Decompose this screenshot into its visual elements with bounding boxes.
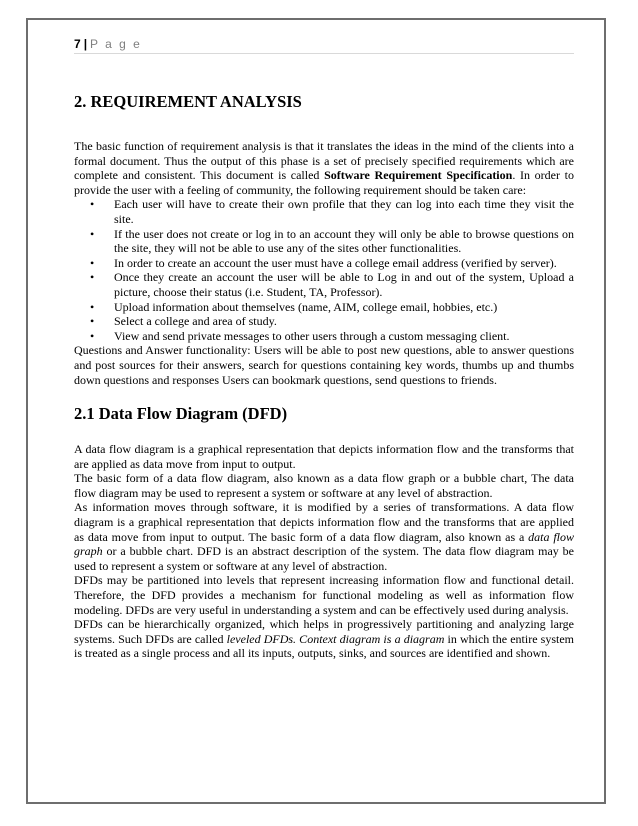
- qa-functionality-paragraph: Questions and Answer functionality: Users will be able to post new questions, able to answer questions and post sources for their answers, search for questions containing key words, thumbs up and thumbs down questions and responses Users can bookmark questions, send questions to friends.: [74, 343, 574, 387]
- dfd-paragraph-4: DFDs may be partitioned into levels that represent increasing information flow and functional detail. Therefore, the DFD provides a mechanism for functional modeling as well as information flow modeling. DFDs are very useful in understanding a system and can be effectively used during analysis.: [74, 573, 574, 617]
- header-separator: |: [83, 37, 88, 51]
- intro-paragraph: The basic function of requirement analysis is that it translates the ideas in the mind of the clients into a formal document. Thus the output of this phase is a set of precisely specified requirements which are complete and consistent. This document is called Software Requirement Specification. In order to provide the user with a feeling of community, the following requirement should be taken care:: [74, 139, 574, 197]
- leveled-dfds-term: leveled DFDs. Context diagram is a diagram: [226, 631, 445, 646]
- list-item: • Upload information about themselves (name, AIM, college email, hobbies, etc.): [114, 300, 574, 315]
- page-number: 7: [74, 37, 81, 51]
- page-label: P a g e: [90, 37, 142, 51]
- dfd-paragraph-3: As information moves through software, it is modified by a series of transformations. A data flow diagram is a graphical representation that depicts information flow and the transforms that are applied as data move from input to output. The basic form of a data flow diagram, also known as a data flow graph or a bubble chart. DFD is an abstract description of the system. The data flow diagram may be used to represent a system or software at any level of abstraction.: [74, 500, 574, 573]
- data-flow-graph-term: data flow graph: [74, 529, 574, 559]
- dfd-paragraph-5: DFDs can be hierarchically organized, which helps in progressively partitioning and analyzing large systems. Such DFDs are called leveled DFDs. Context diagram is a diagram in which the entire system is treated as a single process and all its inputs, outputs, sinks, and sources are identified and shown.: [74, 617, 574, 661]
- list-item: • Each user will have to create their own profile that they can log into each time they visit the site.: [114, 197, 574, 226]
- requirements-list: [74, 197, 574, 343]
- section-title-dfd: 2.1 Data Flow Diagram (DFD): [74, 404, 288, 424]
- list-item: • Once they create an account the user will be able to Log in and out of the system, Upload a picture, choose their status (i.e. Student, TA, Professor).: [114, 270, 574, 299]
- dfd-paragraph-2: The basic form of a data flow diagram, also known as a data flow graph or a bubble chart, The data flow diagram may be used to represent a system or software at any level of abstraction.: [74, 471, 574, 500]
- srs-term: Software Requirement Specification: [324, 168, 513, 183]
- section-title-requirement-analysis: 2. REQUIREMENT ANALYSIS: [74, 92, 302, 111]
- list-item: • Select a college and area of study.: [114, 314, 574, 329]
- header-divider: [74, 53, 574, 54]
- document-body: [74, 92, 574, 661]
- page-header: [74, 37, 574, 51]
- list-item: • View and send private messages to other users through a custom messaging client.: [114, 329, 574, 344]
- dfd-paragraph-1: A data flow diagram is a graphical representation that depicts information flow and the transforms that are applied as data move from input to output.: [74, 442, 574, 471]
- list-item: • If the user does not create or log in to an account they will only be able to browse questions on the site, they will not be able to use any of the sites other functionalities.: [114, 227, 574, 256]
- list-item: • In order to create an account the user must have a college email address (verified by server).: [114, 256, 574, 271]
